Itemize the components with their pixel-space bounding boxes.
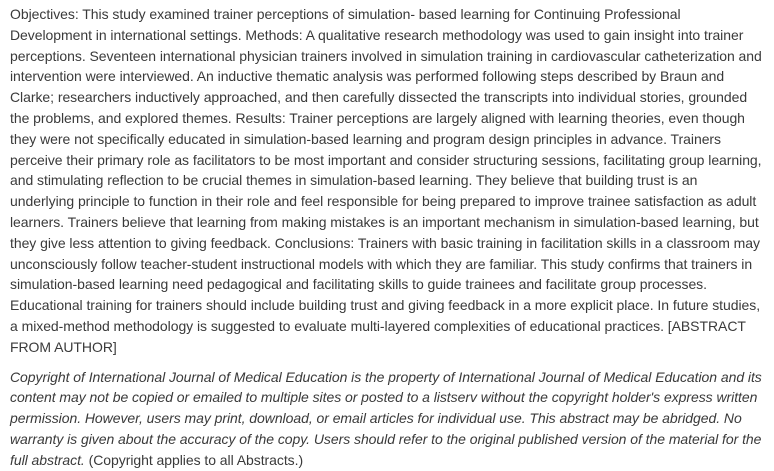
copyright-statement: Copyright of International Journal of Medical Education is the property of International Journal of Medical Education and its content may not be copied or emailed to multiple sites or posted to a listserv without the copyright holder's express written permission. However, users may print, download, or email articles for individual use. This abstract may be abridged. No warranty is given about the accuracy of the copy. Users should refer to the original published version of the material for the full abstract.	[10, 368, 762, 468]
copyright-paragraph	[10, 367, 764, 471]
abstract-paragraph: Objectives: This study examined trainer perceptions of simulation- based learning for Continuing Professional Development in international settings. Methods: A qualitative research methodology was used to gain insight into trainer perceptions. Seventeen international physician trainers involved in simulation training in cardiovascular catheterization and intervention were interviewed. An inductive thematic analysis was performed following steps described by Braun and Clarke; researchers inductively approached, and then carefully dissected the transcripts into individual stories, grounded the problems, and explored themes. Results: Trainer perceptions are largely aligned with learning theories, even though they were not specifically educated in simulation-based learning and program design principles in advance. Trainers perceive their primary role as facilitators to be most important and consider structuring sessions, facilitating group learning, and stimulating reflection to be crucial themes in simulation-based learning. They believe that building trust is an underlying principle to function in their role and feel responsible for being prepared to improve trainee satisfaction as adult learners. Trainers believe that learning from making mistakes is an important mechanism in simulation-based learning, but they give less attention to giving feedback. Conclusions: Trainers with basic training in facilitation skills in a classroom may unconsciously follow teacher-student instructional models with which they are familiar. This study confirms that trainers in simulation-based learning need pedagogical and facilitating skills to guide trainees and facilitate group processes. Educational training for trainers should include building trust and giving feedback in a more explicit place. In future studies, a mixed-method methodology is suggested to evaluate multi-layered complexities of educational practices. [ABSTRACT FROM AUTHOR]	[10, 6, 762, 355]
copyright-note: (Copyright applies to all Abstracts.)	[84, 451, 304, 468]
abstract-document	[10, 4, 764, 471]
